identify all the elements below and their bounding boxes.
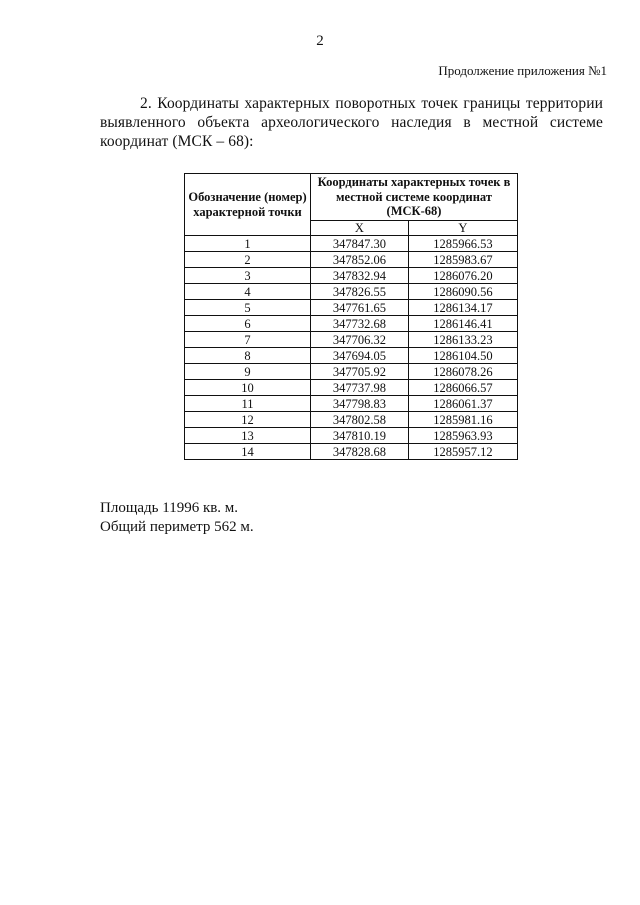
point-number-cell: 6 [185, 316, 311, 332]
table-row [185, 444, 518, 460]
table-row [185, 316, 518, 332]
header-point-designation: Обозначение (номер) характерной точки [185, 174, 311, 236]
coordinates-paragraph: 2. Координаты характерных поворотных точек границы территории выявленного объекта археологического наследия в местной системе координат (МСК – 68): [100, 95, 603, 150]
y-coordinate-cell: 1286076.20 [408, 268, 517, 284]
y-coordinate-cell: 1286061.37 [408, 396, 517, 412]
coordinates-table-body [185, 236, 518, 460]
table-row [185, 348, 518, 364]
point-number-cell: 13 [185, 428, 311, 444]
x-coordinate-cell: 347798.83 [311, 396, 409, 412]
y-coordinate-cell: 1285981.16 [408, 412, 517, 428]
table-row [185, 300, 518, 316]
table-row [185, 268, 518, 284]
header-x: X [311, 221, 409, 236]
table-row [185, 364, 518, 380]
x-coordinate-cell: 347826.55 [311, 284, 409, 300]
point-number-cell: 11 [185, 396, 311, 412]
area-text: Площадь 11996 кв. м. [100, 500, 239, 516]
x-coordinate-cell: 347852.06 [311, 252, 409, 268]
point-number-cell: 5 [185, 300, 311, 316]
point-number-cell: 10 [185, 380, 311, 396]
x-coordinate-cell: 347828.68 [311, 444, 409, 460]
point-number-cell: 7 [185, 332, 311, 348]
x-coordinate-cell: 347737.98 [311, 380, 409, 396]
table-row [185, 236, 518, 252]
point-number-cell: 9 [185, 364, 311, 380]
x-coordinate-cell: 347705.92 [311, 364, 409, 380]
point-number-cell: 8 [185, 348, 311, 364]
table-row [185, 332, 518, 348]
table-row [185, 380, 518, 396]
y-coordinate-cell: 1286090.56 [408, 284, 517, 300]
point-number-cell: 3 [185, 268, 311, 284]
table-row [185, 396, 518, 412]
table-row [185, 428, 518, 444]
page-number: 2 [316, 33, 324, 49]
header-coordinates: Координаты характерных точек в местной системе координат (МСК-68) [311, 174, 518, 221]
point-number-cell: 14 [185, 444, 311, 460]
table-row [185, 252, 518, 268]
point-number-cell: 2 [185, 252, 311, 268]
y-coordinate-cell: 1285966.53 [408, 236, 517, 252]
y-coordinate-cell: 1286133.23 [408, 332, 517, 348]
y-coordinate-cell: 1285983.67 [408, 252, 517, 268]
y-coordinate-cell: 1286066.57 [408, 380, 517, 396]
table-row [185, 284, 518, 300]
appendix-continuation-note: Продолжение приложения №1 [438, 63, 607, 78]
table-row [185, 412, 518, 428]
x-coordinate-cell: 347847.30 [311, 236, 409, 252]
y-coordinate-cell: 1286104.50 [408, 348, 517, 364]
y-coordinate-cell: 1286146.41 [408, 316, 517, 332]
perimeter-text: Общий периметр 562 м. [100, 519, 254, 535]
header-y: Y [408, 221, 517, 236]
x-coordinate-cell: 347832.94 [311, 268, 409, 284]
x-coordinate-cell: 347706.32 [311, 332, 409, 348]
y-coordinate-cell: 1285957.12 [408, 444, 517, 460]
coordinates-table [184, 173, 518, 460]
x-coordinate-cell: 347694.05 [311, 348, 409, 364]
point-number-cell: 4 [185, 284, 311, 300]
y-coordinate-cell: 1286134.17 [408, 300, 517, 316]
x-coordinate-cell: 347802.58 [311, 412, 409, 428]
point-number-cell: 12 [185, 412, 311, 428]
x-coordinate-cell: 347732.68 [311, 316, 409, 332]
x-coordinate-cell: 347761.65 [311, 300, 409, 316]
point-number-cell: 1 [185, 236, 311, 252]
y-coordinate-cell: 1285963.93 [408, 428, 517, 444]
x-coordinate-cell: 347810.19 [311, 428, 409, 444]
y-coordinate-cell: 1286078.26 [408, 364, 517, 380]
